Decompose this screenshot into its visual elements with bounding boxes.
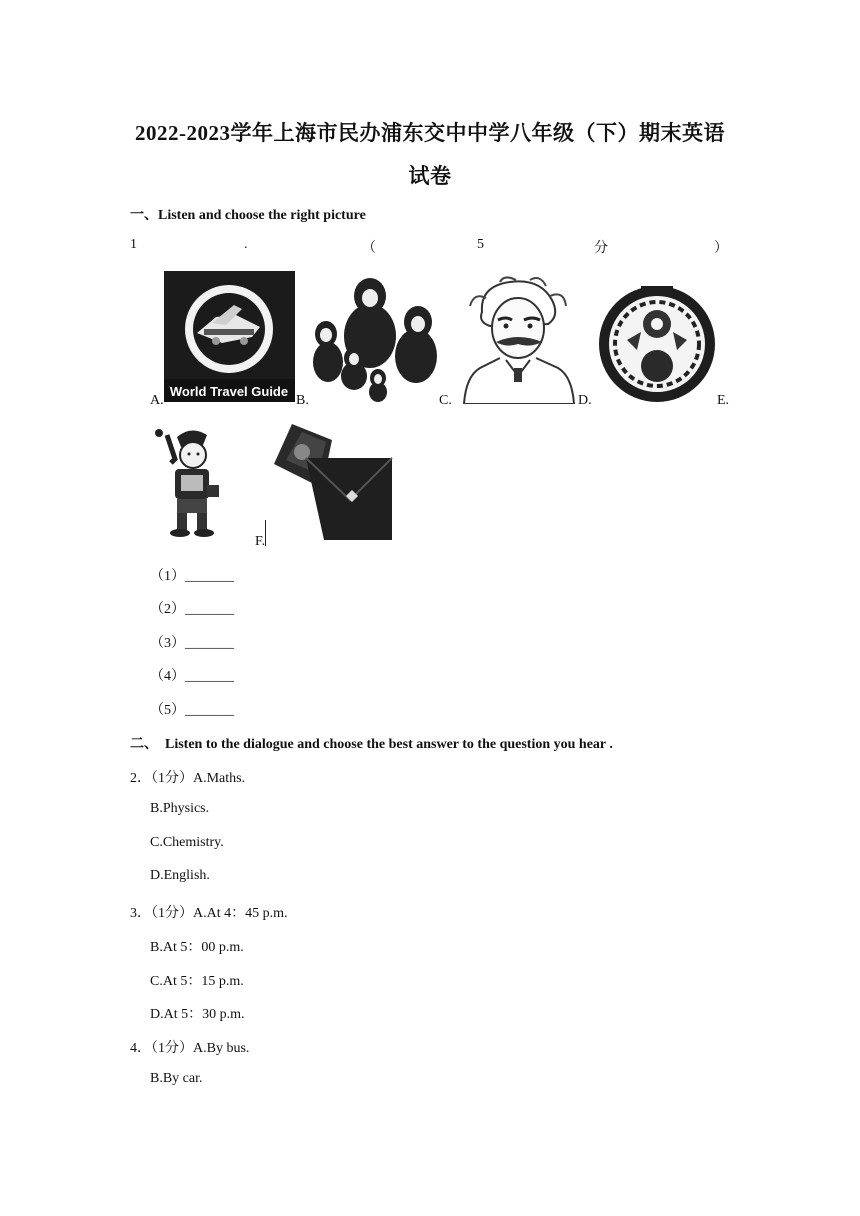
portrait-man-mustache-icon <box>460 276 578 404</box>
question-3-stem: 3．（1分）A.At 4：45 p.m. <box>130 906 288 921</box>
answer-blank-4[interactable]: （4）_______ <box>150 669 234 684</box>
picture-label-f: F. <box>255 534 266 549</box>
document-title: 2022-2023学年上海市民办浦东交中中学八年级（下）期末英语 <box>135 121 725 145</box>
picture-label-c: C. <box>439 393 452 408</box>
question-2-option-b: B.Physics. <box>150 801 210 816</box>
question-dot: . <box>244 237 248 252</box>
divider-mark <box>265 520 266 546</box>
russian-nesting-dolls-icon <box>308 274 448 404</box>
section-1-heading: 一、Listen and choose the right picture <box>130 208 366 223</box>
answer-blank-5[interactable]: （5）_______ <box>150 703 234 718</box>
question-number: 1 <box>130 237 137 252</box>
picture-label-d: D. <box>578 393 592 408</box>
question-2-option-d: D.English. <box>150 868 210 883</box>
document-title-line2: 试卷 <box>408 164 452 188</box>
picture-label-e: E. <box>717 393 730 408</box>
question-2-option-c: C.Chemistry. <box>150 835 224 850</box>
answer-blank-1[interactable]: （1）_______ <box>150 569 234 584</box>
question-2-stem: 2．（1分）A.Maths. <box>130 771 246 786</box>
boy-waving-cap-icon <box>147 425 229 541</box>
question-3-option-d: D.At 5：30 p.m. <box>150 1007 245 1022</box>
question-paren-open: （ <box>362 241 376 256</box>
envelope-with-card-icon <box>266 424 394 544</box>
world-travel-guide-logo-icon <box>164 271 295 402</box>
answer-blank-3[interactable]: （3）_______ <box>150 636 234 651</box>
question-3-option-b: B.At 5：00 p.m. <box>150 940 244 955</box>
question-3-option-c: C.At 5：15 p.m. <box>150 974 244 989</box>
question-score: 5 <box>477 237 484 252</box>
question-paren-close: ） <box>714 241 728 256</box>
circular-paper-cut-icon <box>597 280 717 406</box>
question-4-option-b: B.By car. <box>150 1071 203 1086</box>
answer-blank-2[interactable]: （2）_______ <box>150 602 234 617</box>
logo-caption: World Travel Guide <box>169 384 289 399</box>
picture-label-b: B. <box>296 393 309 408</box>
question-4-stem: 4．（1分）A.By bus. <box>130 1041 250 1056</box>
question-score-unit: 分 <box>594 241 608 256</box>
picture-label-a: A. <box>150 393 164 408</box>
section-2-heading: 二、 Listen to the dialogue and choose the best answer to the question you hear . <box>130 737 613 752</box>
